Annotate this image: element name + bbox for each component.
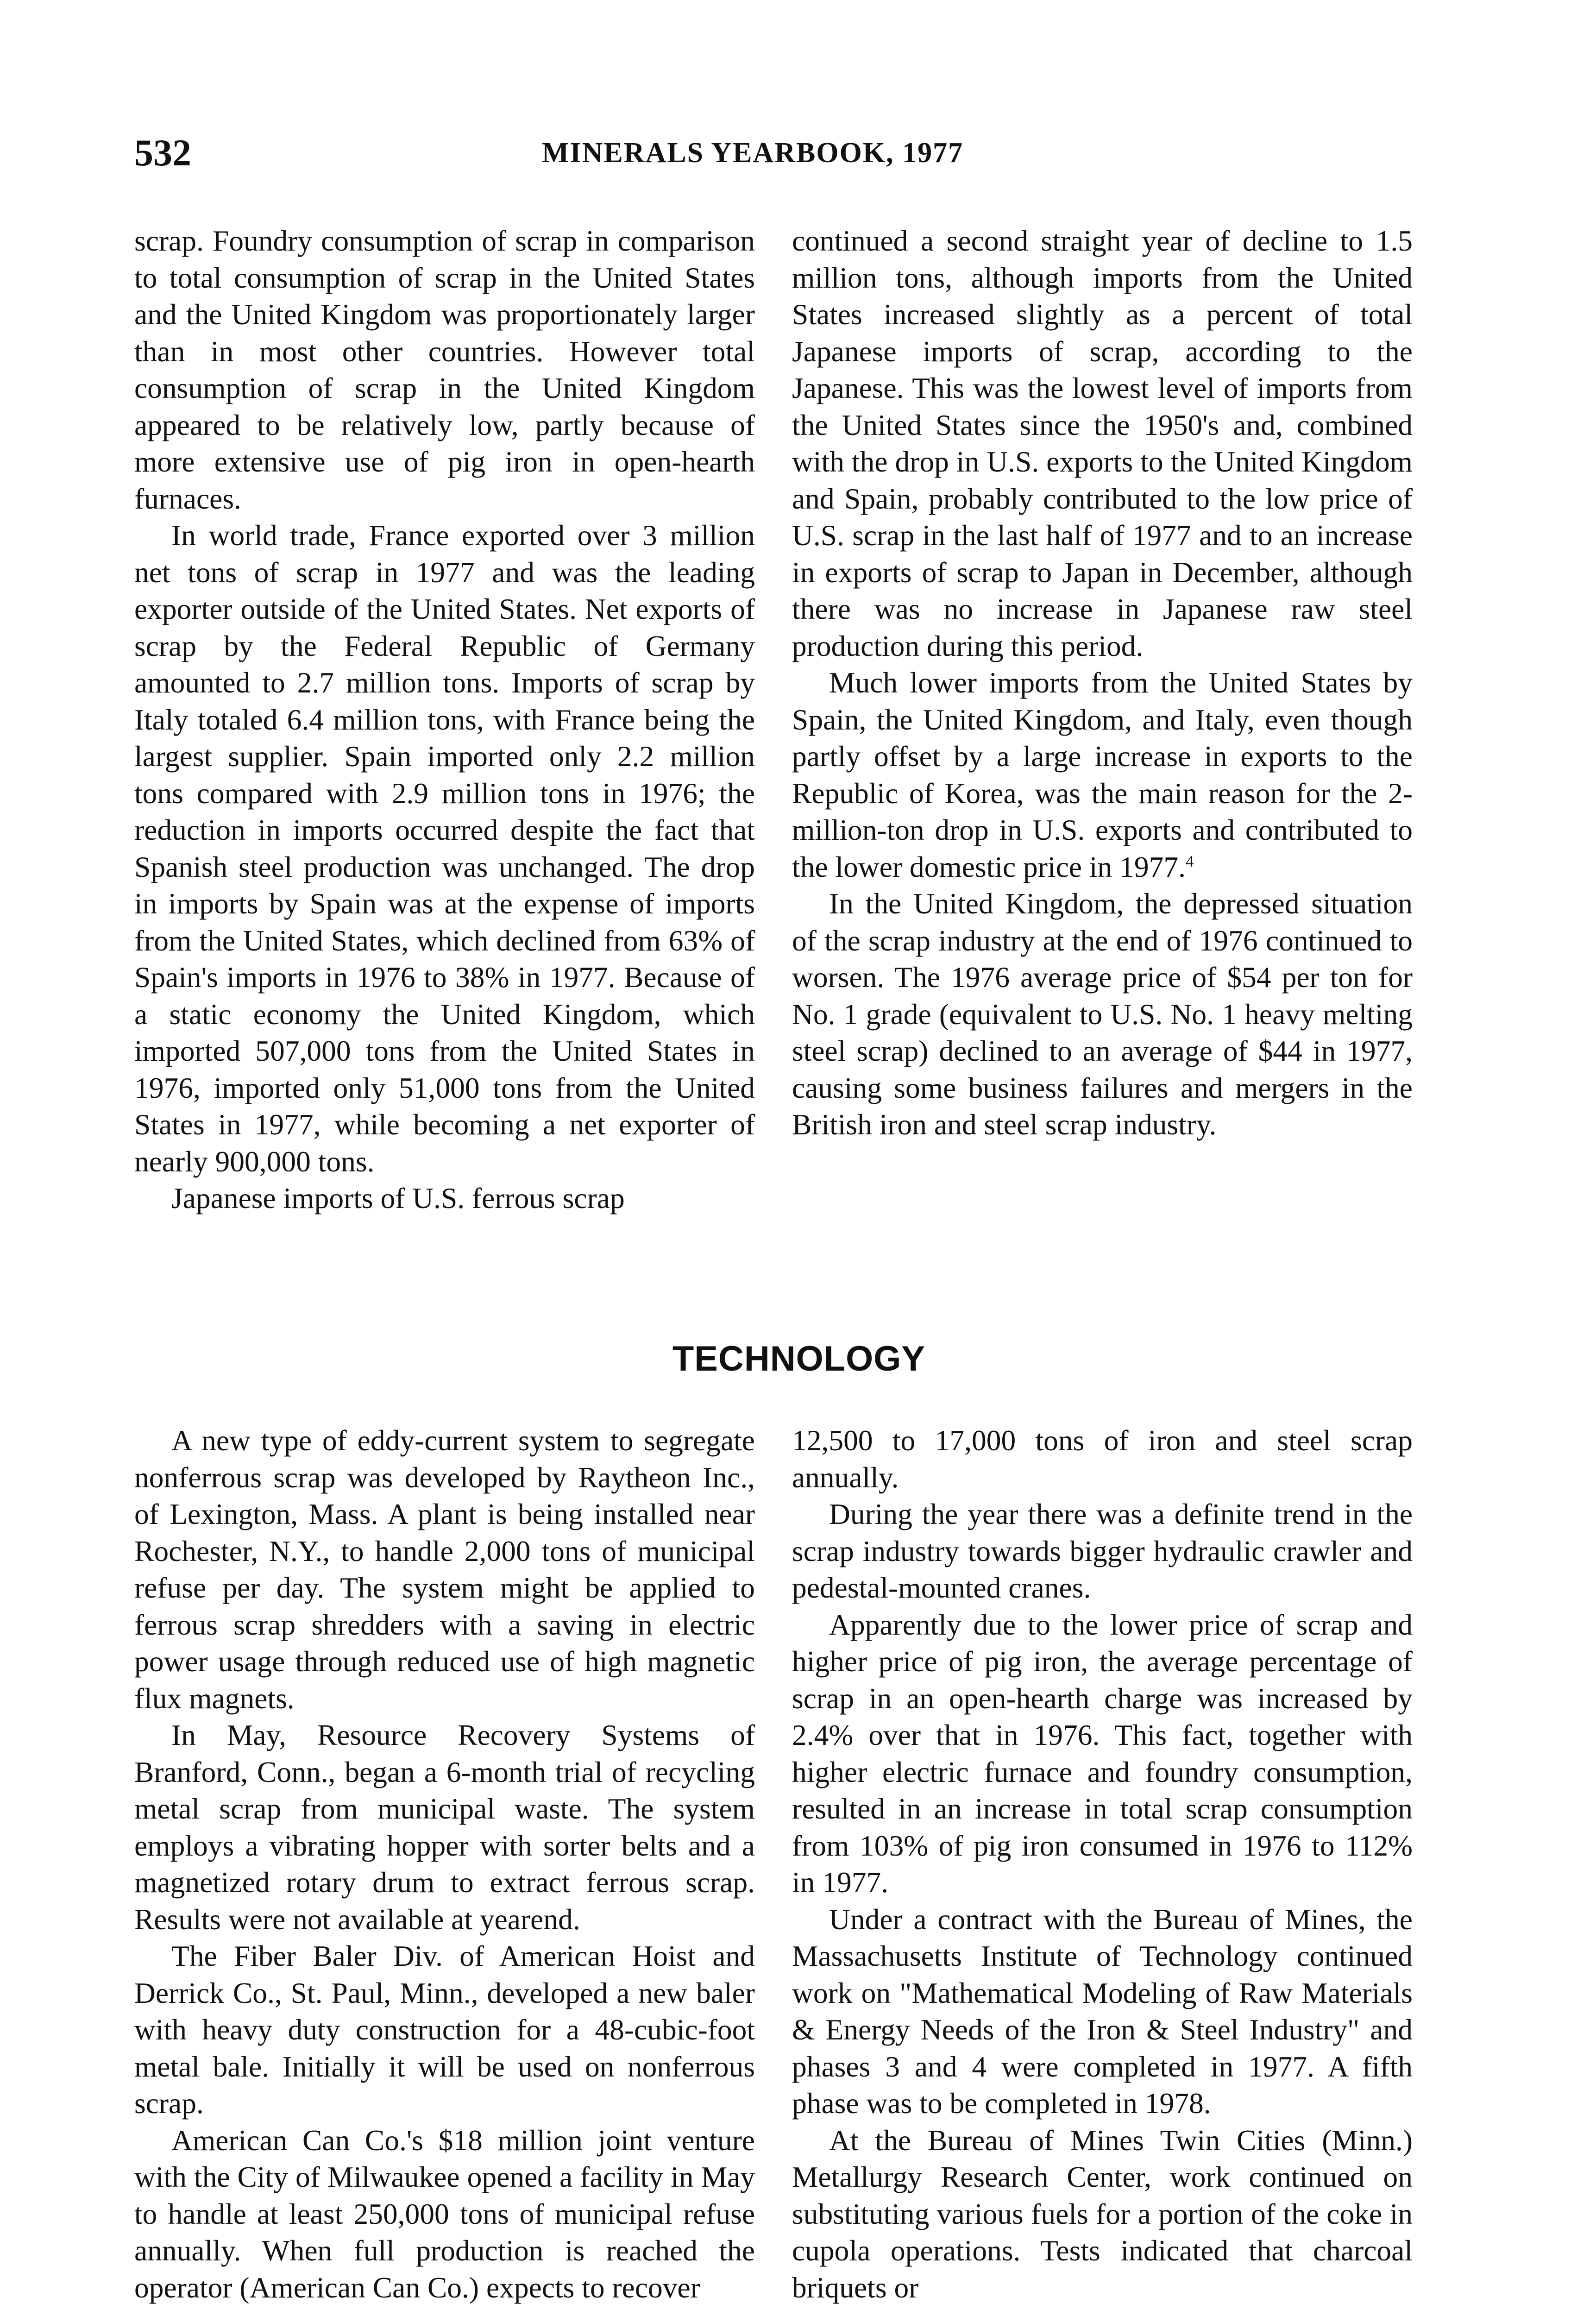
section-heading-technology: TECHNOLOGY: [672, 1339, 926, 1378]
page-header: [134, 125, 1464, 181]
top-right-column: [792, 222, 1413, 1143]
paragraph: scrap. Foundry consumption of scrap in comparison to total consumption of scrap in the United States and the United Kingdom was proportionately larger than in most other countries. However total consumption of scrap in the United Kingdom appeared to be relatively low, partly because of more extensive use of pig iron in open-hearth furnaces.: [134, 224, 755, 515]
paragraph: At the Bureau of Mines Twin Cities (Minn.) Metallurgy Research Center, work continued on substituting various fuels for a portion of the coke in cupola operations. Tests indicated that charcoal briquets or: [792, 2123, 1413, 2304]
paragraph: During the year there was a definite trend in the scrap industry towards bigger hydraulic crawler and pedestal-mounted cranes.: [792, 1498, 1413, 1604]
paragraph: In May, Resource Recovery Systems of Branford, Conn., began a 6-month trial of recycling metal scrap from municipal waste. The system employs a vibrating hopper with sorter belts and a magnetized rotary drum to extract ferrous scrap. Results were not available at yearend.: [134, 1718, 755, 1936]
bottom-right-column: [792, 1422, 1413, 2306]
footnote-marker: 4: [1185, 852, 1194, 870]
paragraph: In the United Kingdom, the depressed situation of the scrap industry at the end of 1976 continued to worsen. The 1976 average price of $54 per ton for No. 1 grade (equivalent to U.S. No. 1 heavy melting steel scrap) declined to an average of $44 in 1977, causing some business failures and mergers in the British iron and steel scrap industry.: [792, 887, 1413, 1141]
paragraph: continued a second straight year of decline to 1.5 million tons, although imports from the United States increased slightly as a percent of total Japanese imports of scrap, according to the Japanese. This was the lowest level of imports from the United States since the 1950's and, combined with the drop in U.S. exports to the United Kingdom and Spain, probably contributed to the low price of U.S. scrap in the last half of 1977 and to an increase in exports of scrap to Japan in December, although there was no increase in Japanese raw steel production during this period.: [792, 224, 1413, 662]
paragraph: A new type of eddy-current system to segregate nonferrous scrap was developed by Raytheon Inc., of Lexington, Mass. A plant is being installed near Rochester, N.Y., to handle 2,000 tons of municipal refuse per day. The system might be applied to ferrous scrap shredders with a saving in electric power usage through reduced use of high magnetic flux magnets.: [134, 1424, 755, 1715]
paragraph: 12,500 to 17,000 tons of iron and steel scrap annually.: [792, 1424, 1413, 1494]
bottom-left-column: [134, 1422, 755, 2306]
paragraph: Under a contract with the Bureau of Mines, the Massachusetts Institute of Technology continued work on "Mathematical Modeling of Raw Materials & Energy Needs of the Iron & Steel Industry" and phases 3 and 4 were completed in 1977. A fifth phase was to be completed in 1978.: [792, 1902, 1413, 2120]
paragraph: Japanese imports of U.S. ferrous scrap: [171, 1182, 625, 1215]
paragraph: Apparently due to the lower price of scrap and higher price of pig iron, the average percentage of scrap in an open-hearth charge was increased by 2.4% over that in 1976. This fact, together with higher electric furnace and foundry consumption, resulted in an increase in total scrap consumption from 103% of pig iron consumed in 1976 to 112% in 1977.: [792, 1608, 1413, 1899]
top-left-column: [134, 222, 755, 1217]
paragraph: The Fiber Baler Div. of American Hoist and Derrick Co., St. Paul, Minn., developed a new baler with heavy duty construction for a 48-cubic-foot metal bale. Initially it will be used on nonferrous scrap.: [134, 1939, 755, 2120]
running-title: MINERALS YEARBOOK, 1977: [542, 137, 964, 169]
paragraph: [792, 664, 1413, 885]
paragraph: In world trade, France exported over 3 million net tons of scrap in 1977 and was the leading exporter outside of the United States. Net exports of scrap by the Federal Republic of Germany amounted to 2.7 million tons. Imports of scrap by Italy totaled 6.4 million tons, with France being the largest supplier. Spain imported only 2.2 million tons compared with 2.9 million tons in 1976; the reduction in imports occurred despite the fact that Spanish steel production was unchanged. The drop in imports by Spain was at the expense of imports from the United States, which declined from 63% of Spain's imports in 1976 to 38% in 1977. Because of a static economy the United Kingdom, which imported 507,000 tons from the United States in 1976, imported only 51,000 tons from the United States in 1977, while becoming a net exporter of nearly 900,000 tons.: [134, 519, 755, 1178]
page-number: 532: [134, 132, 191, 174]
paragraph: American Can Co.'s $18 million joint venture with the City of Milwaukee opened a facility in May to handle at least 250,000 tons of municipal refuse annually. When full production is reached the operator (American Can Co.) expects to recover: [134, 2123, 755, 2304]
paragraph-text: Much lower imports from the United States by Spain, the United Kingdom, and Italy, even though partly offset by a large increase in exports to the Republic of Korea, was the main reason for the 2-million-ton drop in U.S. exports and contributed to the lower domestic price in 1977.: [792, 666, 1413, 883]
